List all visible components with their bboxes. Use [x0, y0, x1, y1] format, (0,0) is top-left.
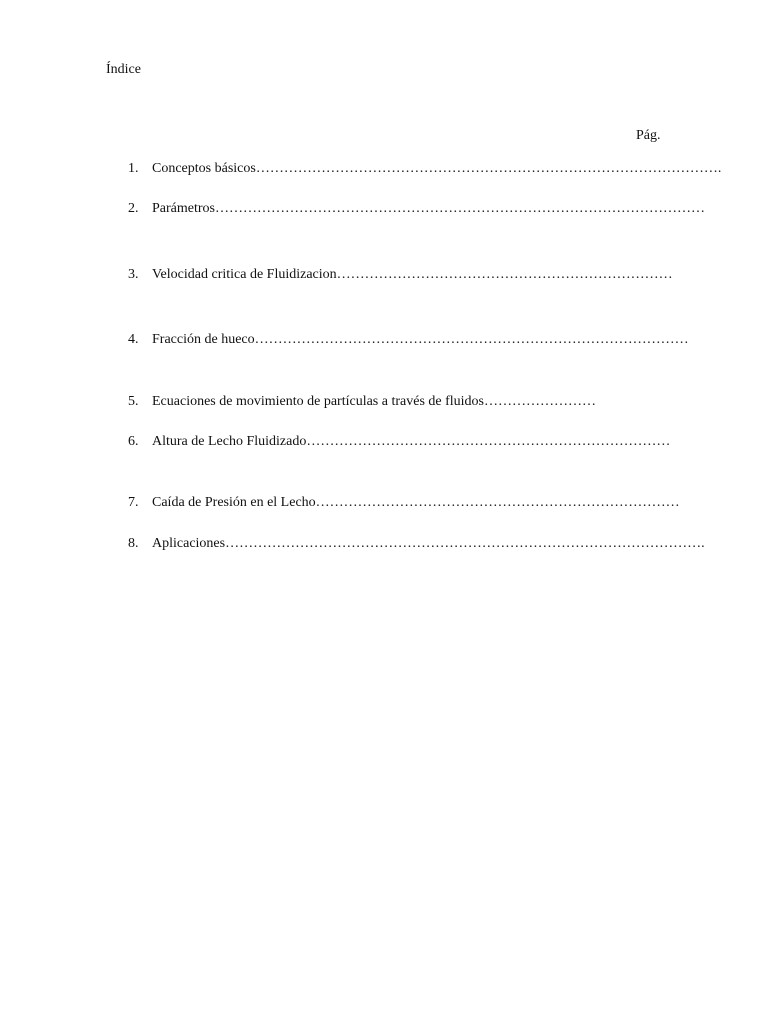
toc-entry-number: 7. [128, 495, 139, 510]
toc-entry-text: Ecuaciones de movimiento de partículas a través de fluidos [152, 394, 485, 409]
toc-entry [128, 536, 705, 554]
toc-entry [128, 394, 648, 412]
toc-entry-leader: ……………………………………………………………… [336, 267, 673, 282]
toc-entry-number: 5. [128, 394, 139, 409]
index-title: Índice [106, 62, 141, 77]
toc-entry-number: 8. [128, 536, 139, 551]
toc-entry-number: 3. [128, 267, 139, 282]
toc-entry-leader: …………………………………………………………………… [306, 434, 671, 449]
toc-entry-text: Conceptos básicos [152, 161, 256, 176]
toc-entry-leader: ………………………………………………………………………………………. [255, 161, 722, 176]
toc-entry-number: 6. [128, 434, 139, 449]
toc-entry-number: 4. [128, 332, 139, 347]
page-column-header: Pág. [636, 128, 661, 143]
toc-entry [128, 267, 673, 285]
toc-entry-text: Parámetros [152, 201, 215, 216]
toc-entry-leader: …………………………………………………………………… [315, 495, 680, 510]
toc-entry [128, 434, 671, 452]
toc-entry-text: Caída de Presión en el Lecho [152, 495, 316, 510]
toc-entry-leader: …………………………………………………………………………………………… [214, 201, 705, 216]
toc-entry [128, 201, 705, 219]
toc-entry-leader: …………………………………………………………………………………………. [225, 536, 705, 551]
toc-entry-text: Altura de Lecho Fluidizado [152, 434, 307, 449]
toc-entry-number: 1. [128, 161, 139, 176]
toc-entry [128, 161, 722, 179]
toc-entry-number: 2. [128, 201, 139, 216]
toc-entry [128, 332, 689, 350]
toc-entry [128, 495, 680, 513]
toc-entry-leader: …………………… [484, 394, 597, 409]
toc-entry-leader: ………………………………………………………………………………… [254, 332, 689, 347]
toc-entry-text: Fracción de hueco [152, 332, 255, 347]
toc-entry-text: Velocidad critica de Fluidizacion [152, 267, 337, 282]
toc-entry-text: Aplicaciones [152, 536, 226, 551]
